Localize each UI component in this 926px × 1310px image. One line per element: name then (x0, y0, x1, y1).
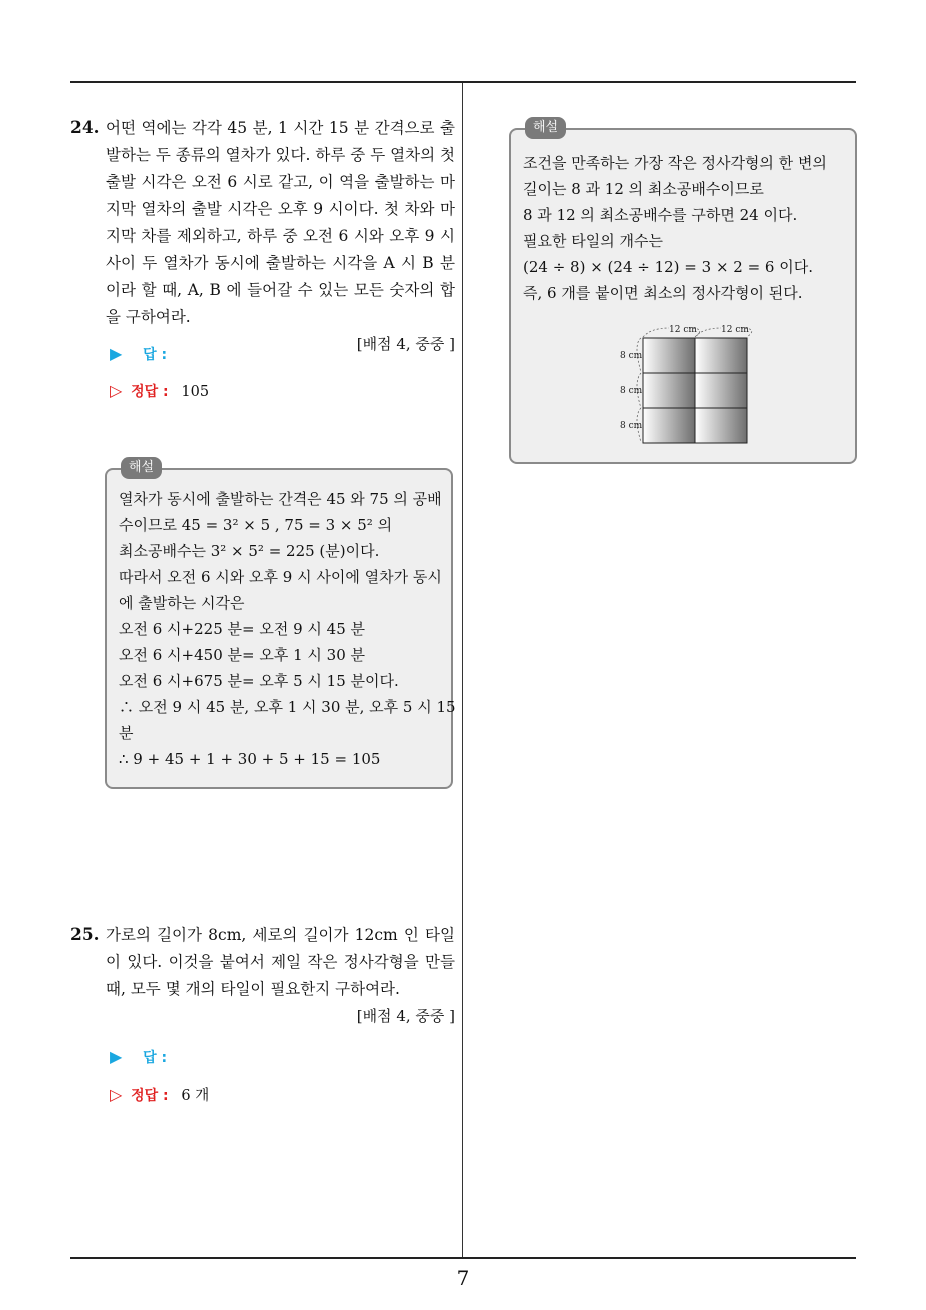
answer-line (110, 344, 167, 364)
explanation-box (509, 120, 857, 464)
explanation-line: 따라서 오전 6 시와 오후 9 시 사이에 열차가 동시 (119, 568, 442, 586)
top-label: 12 cm (669, 325, 697, 335)
correct-answer-value: 6 개 (181, 1088, 210, 1104)
explanation-line: 조건을 만족하는 가장 작은 정사각형의 한 변의 (523, 154, 827, 172)
correct-answer-line (110, 1084, 209, 1105)
side-label: 8 cm (620, 351, 643, 361)
explanation-line: 수이므로 45 = 3² × 5 , 75 = 3 × 5² 의 (119, 516, 393, 534)
question-number: 24. (70, 118, 100, 138)
explanation-line: 길이는 8 과 12 의 최소공배수이므로 (523, 180, 764, 198)
question-24 (70, 115, 455, 358)
explanation-line: ∴ 9 + 45 + 1 + 30 + 5 + 15 = 105 (119, 750, 381, 768)
question-text: 어떤 역에는 각각 45 분, 1 시간 15 분 간격으로 출발하는 두 종류의 열차가 있다. 하루 중 두 열차의 첫 출발 시각은 오전 6 시로 같고, 이 역을 출발하는 마지막 열차의 출발 시각은 오후 9 시이다. 첫 차와 마지막 차를 제외하고, 하루 중 오전 6 시와 오후 9 시 사이 두 열차가 동시에 출발하는 시각을 A 시 B 분이라 할 때, A, B 에 들어갈 수 있는 모든 숫자의 합을 구하여라. (106, 119, 455, 326)
explanation-line: 필요한 타일의 개수는 (523, 232, 663, 250)
explanation-line: 에 출발하는 시각은 (119, 594, 245, 612)
explanation-line: 오전 6 시+675 분= 오후 5 시 15 분이다. (119, 672, 399, 690)
correct-answer-label: 정답 : (131, 1088, 169, 1104)
explanation-tag: 해설 (525, 117, 566, 139)
tile (643, 408, 695, 443)
answer-label: 답 : (143, 1050, 168, 1066)
correct-answer-line (110, 381, 209, 401)
top-label: 12 cm (721, 325, 749, 335)
question-meta: [배점 4, 중중 ] (356, 1007, 455, 1025)
correct-answer-label: 정답 : (131, 384, 169, 400)
answer-line (110, 1047, 167, 1067)
top-rule (70, 81, 856, 83)
page-number: 7 (456, 1266, 470, 1290)
tile-square-figure (611, 320, 771, 450)
tile (695, 338, 747, 373)
question-meta: [배점 4, 중중 ] (356, 335, 455, 353)
side-label: 8 cm (620, 421, 643, 431)
triangle-icon: ▶ (110, 1047, 123, 1066)
explanation-line: 오전 6 시+450 분= 오후 1 시 30 분 (119, 646, 366, 664)
tile (695, 408, 747, 443)
explanation-line: 열차가 동시에 출발하는 간격은 45 와 75 의 공배 (119, 490, 442, 508)
explanation-tag: 해설 (121, 457, 162, 479)
triangle-outline-icon: ▷ (110, 1085, 123, 1104)
explanation-line: 분 (119, 724, 134, 742)
answer-label: 답 : (143, 347, 168, 363)
explanation-line: 오전 6 시+225 분= 오전 9 시 45 분 (119, 620, 366, 638)
explanation-line: 8 과 12 의 최소공배수를 구하면 24 이다. (523, 206, 798, 224)
explanation-box (105, 460, 456, 789)
tile (643, 338, 695, 373)
tile (695, 373, 747, 408)
side-label: 8 cm (620, 386, 643, 396)
column-divider (462, 83, 463, 1257)
explanation-line: ∴ 오전 9 시 45 분, 오후 1 시 30 분, 오후 5 시 15 (119, 698, 456, 716)
explanation-line: (24 ÷ 8) × (24 ÷ 12) = 3 × 2 = 6 이다. (523, 258, 813, 276)
question-25 (70, 922, 455, 1030)
explanation-line: 최소공배수는 3² × 5² = 225 (분)이다. (119, 542, 380, 560)
tile (643, 373, 695, 408)
explanation-line: 즉, 6 개를 붙이면 최소의 정사각형이 된다. (523, 284, 803, 302)
triangle-outline-icon: ▷ (110, 381, 123, 400)
triangle-icon: ▶ (110, 344, 123, 363)
question-text: 가로의 길이가 8cm, 세로의 길이가 12cm 인 타일이 있다. 이것을 붙여서 제일 작은 정사각형을 만들 때, 모두 몇 개의 타일이 필요한지 구하여라. (106, 926, 455, 998)
bottom-rule (70, 1257, 856, 1259)
question-number: 25. (70, 925, 100, 945)
correct-answer-value: 105 (181, 384, 210, 400)
